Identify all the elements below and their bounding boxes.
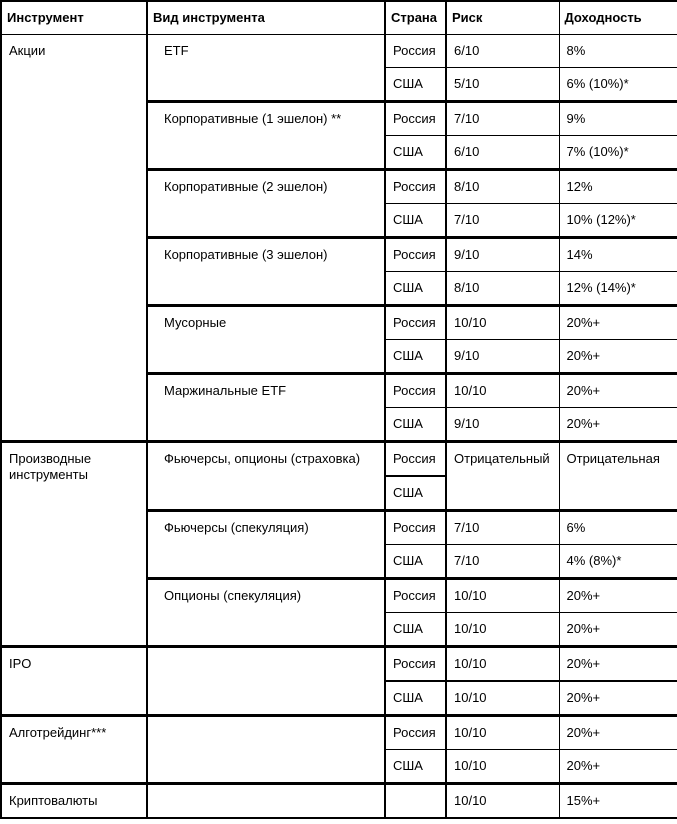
country-cell: Россия (385, 170, 446, 204)
risk-cell: Отрицательный (446, 442, 559, 511)
instrument-cell: Производные инструменты (1, 442, 147, 647)
header-country: Страна (385, 1, 446, 35)
kind-cell: Корпоративные (1 эшелон) ** (147, 102, 385, 170)
country-cell: США (385, 204, 446, 238)
risk-cell: 8/10 (446, 272, 559, 306)
yield-cell: 15%+ (559, 784, 677, 819)
risk-cell: 10/10 (446, 613, 559, 647)
yield-cell: 20%+ (559, 579, 677, 613)
yield-cell: 20%+ (559, 374, 677, 408)
country-cell: США (385, 136, 446, 170)
yield-cell: 4% (8%)* (559, 545, 677, 579)
risk-cell: 7/10 (446, 511, 559, 545)
country-cell: США (385, 681, 446, 716)
kind-cell: Фьючерсы (спекуляция) (147, 511, 385, 579)
country-cell: Россия (385, 579, 446, 613)
country-cell: США (385, 340, 446, 374)
yield-cell: 6% (559, 511, 677, 545)
header-row (1, 1, 677, 35)
kind-cell: ETF (147, 35, 385, 102)
country-cell: США (385, 408, 446, 442)
header-instrument: Инструмент (1, 1, 147, 35)
yield-cell: 20%+ (559, 647, 677, 682)
kind-cell: Корпоративные (2 эшелон) (147, 170, 385, 238)
risk-cell: 9/10 (446, 238, 559, 272)
header-kind: Вид инструмента (147, 1, 385, 35)
country-cell: США (385, 613, 446, 647)
risk-cell: 10/10 (446, 306, 559, 340)
risk-cell: 10/10 (446, 579, 559, 613)
country-cell: США (385, 545, 446, 579)
yield-cell: 20%+ (559, 613, 677, 647)
country-cell: Россия (385, 35, 446, 68)
country-cell: США (385, 750, 446, 784)
table-row (1, 647, 677, 682)
risk-cell: 9/10 (446, 340, 559, 374)
risk-cell: 10/10 (446, 647, 559, 682)
country-cell: США (385, 68, 446, 102)
risk-cell: 9/10 (446, 408, 559, 442)
header-risk: Риск (446, 1, 559, 35)
yield-cell: 20%+ (559, 716, 677, 750)
risk-cell: 10/10 (446, 681, 559, 716)
yield-cell: 7% (10%)* (559, 136, 677, 170)
yield-cell: 20%+ (559, 681, 677, 716)
table-row (1, 442, 677, 477)
header-yield: Доходность (559, 1, 677, 35)
table-row (1, 784, 677, 819)
yield-cell: 6% (10%)* (559, 68, 677, 102)
risk-cell: 8/10 (446, 170, 559, 204)
kind-cell: Мусорные (147, 306, 385, 374)
yield-cell: 20%+ (559, 306, 677, 340)
risk-cell: 7/10 (446, 102, 559, 136)
yield-cell: 14% (559, 238, 677, 272)
risk-cell: 6/10 (446, 136, 559, 170)
risk-cell: 7/10 (446, 204, 559, 238)
instrument-cell: Акции (1, 35, 147, 442)
yield-cell: 12% (14%)* (559, 272, 677, 306)
kind-cell: Маржинальные ETF (147, 374, 385, 442)
instrument-cell: Криптовалюты (1, 784, 147, 819)
risk-cell: 7/10 (446, 545, 559, 579)
country-cell (385, 784, 446, 819)
kind-cell: Опционы (спекуляция) (147, 579, 385, 647)
country-cell: Россия (385, 238, 446, 272)
country-cell: Россия (385, 374, 446, 408)
instrument-cell: IPO (1, 647, 147, 716)
risk-cell: 10/10 (446, 750, 559, 784)
kind-cell: Корпоративные (3 эшелон) (147, 238, 385, 306)
instrument-cell: Алготрейдинг*** (1, 716, 147, 784)
table-row (1, 35, 677, 68)
yield-cell: 9% (559, 102, 677, 136)
risk-cell: 6/10 (446, 35, 559, 68)
yield-cell: 8% (559, 35, 677, 68)
kind-cell: Фьючерсы, опционы (страховка) (147, 442, 385, 511)
country-cell: Россия (385, 102, 446, 136)
country-cell: Россия (385, 647, 446, 682)
risk-cell: 10/10 (446, 716, 559, 750)
country-cell: США (385, 272, 446, 306)
yield-cell: 10% (12%)* (559, 204, 677, 238)
yield-cell: 20%+ (559, 340, 677, 374)
risk-cell: 5/10 (446, 68, 559, 102)
country-cell: США (385, 476, 446, 511)
country-cell: Россия (385, 442, 446, 477)
country-cell: Россия (385, 306, 446, 340)
country-cell: Россия (385, 716, 446, 750)
yield-cell: Отрицательная (559, 442, 677, 511)
yield-cell: 20%+ (559, 750, 677, 784)
kind-cell (147, 716, 385, 784)
kind-cell (147, 784, 385, 819)
yield-cell: 20%+ (559, 408, 677, 442)
table-row (1, 716, 677, 750)
risk-cell: 10/10 (446, 784, 559, 819)
kind-cell (147, 647, 385, 716)
yield-cell: 12% (559, 170, 677, 204)
country-cell: Россия (385, 511, 446, 545)
risk-cell: 10/10 (446, 374, 559, 408)
